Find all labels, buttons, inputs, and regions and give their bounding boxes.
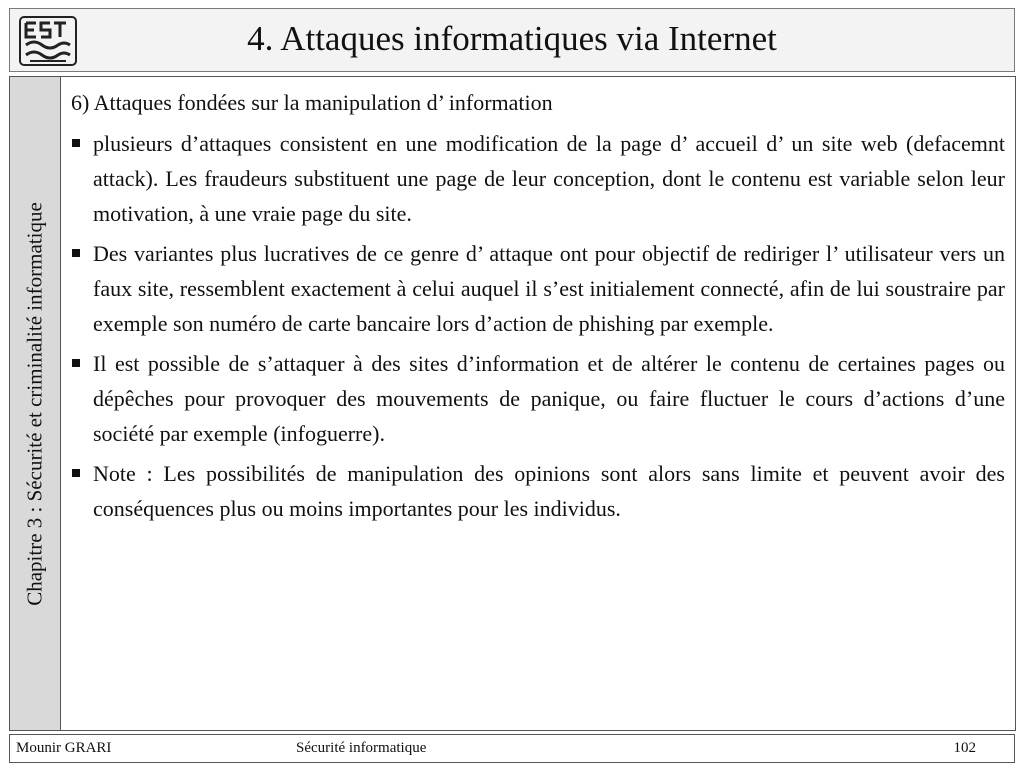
square-bullet-icon	[72, 249, 80, 257]
list-item	[71, 236, 1005, 341]
slide-body	[71, 85, 1005, 531]
footer-author: Mounir GRARI	[16, 740, 112, 756]
slide-title: 4. Attaques informatiques via Internet	[247, 19, 777, 58]
content-frame	[9, 76, 1016, 731]
bullet-text: Des variantes plus lucratives de ce genre d’ attaque ont pour objectif de rediriger l’ utilisateur vers un faux site, ressemblent exactement à celui auquel il s’est initialement connecté, afin de lui soustraire par exemple son numéro de carte bancaire lors d’action de phishing par exemple.	[93, 241, 1005, 336]
bullet-text: Note : Les possibilités de manipulation des opinions sont alors sans limite et peuvent avoir des conséquences plus ou moins importantes pour les individus.	[93, 461, 1005, 521]
slide-header	[9, 8, 1015, 72]
chapter-sidebar	[10, 77, 61, 730]
bullet-text: plusieurs d’attaques consistent en une modification de la page d’ accueil d’ un site web (defacemnt attack). Les fraudeurs substituent une page de leur conception, dont le contenu est variable selon leur motivation, à une vraie page du site.	[93, 131, 1005, 226]
list-item	[71, 346, 1005, 451]
list-item	[71, 456, 1005, 526]
slide-footer	[9, 734, 1015, 763]
bullet-list	[71, 126, 1005, 526]
square-bullet-icon	[72, 359, 80, 367]
square-bullet-icon	[72, 139, 80, 147]
list-item	[71, 126, 1005, 231]
section-heading: 6) Attaques fondées sur la manipulation d’ information	[71, 90, 553, 115]
chapter-label: Chapitre 3 : Sécurité et criminalité informatique	[22, 201, 47, 606]
page-number: 102	[953, 740, 976, 756]
footer-course: Sécurité informatique	[296, 740, 427, 756]
bullet-text: Il est possible de s’attaquer à des sites d’information et de altérer le contenu de certaines pages ou dépêches pour provoquer des mouvements de panique, ou faire fluctuer le cours d’actions d’une société par exemple (infoguerre).	[93, 351, 1005, 446]
square-bullet-icon	[72, 469, 80, 477]
